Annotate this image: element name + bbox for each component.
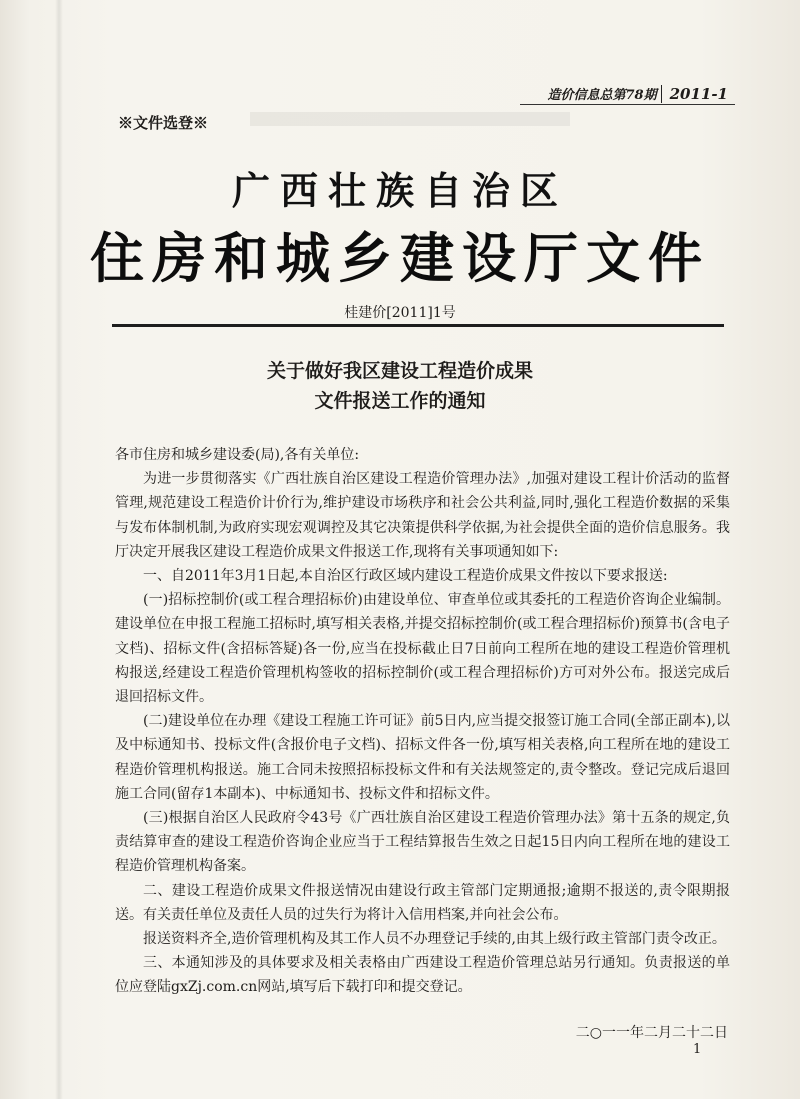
notice-title-line2: 文件报送工作的通知 (314, 390, 486, 412)
notice-title (0, 356, 800, 416)
issue-series: 造价信息总第78期 (547, 88, 657, 103)
body-paragraph: 为进一步贯彻落实《广西壮族自治区建设工程造价管理办法》,加强对建设工程计价活动的监督管理,规范建设工程造价计价行为,维护建设市场秩序和社会公共利益,同时,强化工程造价数据的采集与发布体制机制,为政府实现宏观调控及其它决策提供科学依据,为社会提供全面的造价信息服务。我厅决定开展我区建设工程造价成果文件报送工作,现将有关事项通知如下: (115, 471, 730, 560)
body-paragraph: (三)根据自治区人民政府令43号《广西壮族自治区建设工程造价管理办法》第十五条的规定,负责结算审查的建设工程造价咨询企业应当于工程结算报告生效之日起15日内向工程所在地的建设工程造价管理机构备案。 (115, 810, 730, 875)
header-rule (520, 104, 735, 105)
section-tag: ※文件选登※ (118, 114, 209, 132)
body-paragraph: 三、本通知涉及的具体要求及相关表格由广西建设工程造价管理总站另行通知。负责报送的单位应登陆gxZj.com.cn网站,填写后下载打印和提交登记。 (115, 955, 730, 996)
salutation: 各市住房和城乡建设委(局),各有关单位: (115, 447, 360, 463)
body-paragraph: 一、自2011年3月1日起,本自治区行政区域内建设工程造价成果文件按以下要求报送: (143, 568, 668, 585)
page-number: 1 (693, 1042, 702, 1057)
body-paragraph: (二)建设单位在办理《建设工程施工许可证》前5日内,应当提交报签订施工合同(全部正副本),以及中标通知书、投标文件(含报价电子文档)、招标文件各一份,填写相关表格,向工程所在地的建设工程造价管理机构报送。施工合同未按照招标投标文件和有关法规签定的,责令整改。登记完成后退回施工合同(留存1本副本)、中标通知书、投标文件和招标文件。 (115, 713, 730, 802)
notice-body (115, 443, 730, 1000)
issue-date: 二○一一年二月二十二日 (575, 1025, 728, 1041)
notice-title-line1: 关于做好我区建设工程造价成果 (266, 360, 533, 382)
body-paragraph: 二、建设工程造价成果文件报送情况由建设行政主管部门定期通报;逾期不报送的,责令限期报送。有关责任单位及责任人员的过失行为将计入信用档案,并向社会公布。 (115, 882, 730, 923)
org-name-line1: 广西壮族自治区 (231, 168, 568, 213)
document-number: 桂建价[2011]1号 (344, 305, 456, 321)
bleed-through-shadow (250, 112, 570, 126)
body-paragraph: (一)招标控制价(或工程合理招标价)由建设单位、审查单位或其委托的工程造价咨询企业编制。建设单位在申报工程施工招标时,填写相关表格,并提交招标控制价(或工程合理招标价)预算书(含电子文档)、招标文件(含招标答疑)各一份,应当在投标截止日7日前向工程所在地的建设工程造价管理机构报送,经建设工程造价管理机构签收的招标控制价(或工程合理招标价)方可对外公布。报送完成后退回招标文件。 (115, 592, 730, 706)
org-name-line2: 住房和城乡建设厅文件 (90, 226, 710, 290)
issue-number: 2011-1 (661, 85, 728, 103)
issue-header (547, 84, 728, 103)
body-paragraph: 报送资料齐全,造价管理机构及其工作人员不办理登记手续的,由其上级行政主管部门责令改正。 (143, 931, 726, 948)
header-divider (112, 324, 724, 327)
